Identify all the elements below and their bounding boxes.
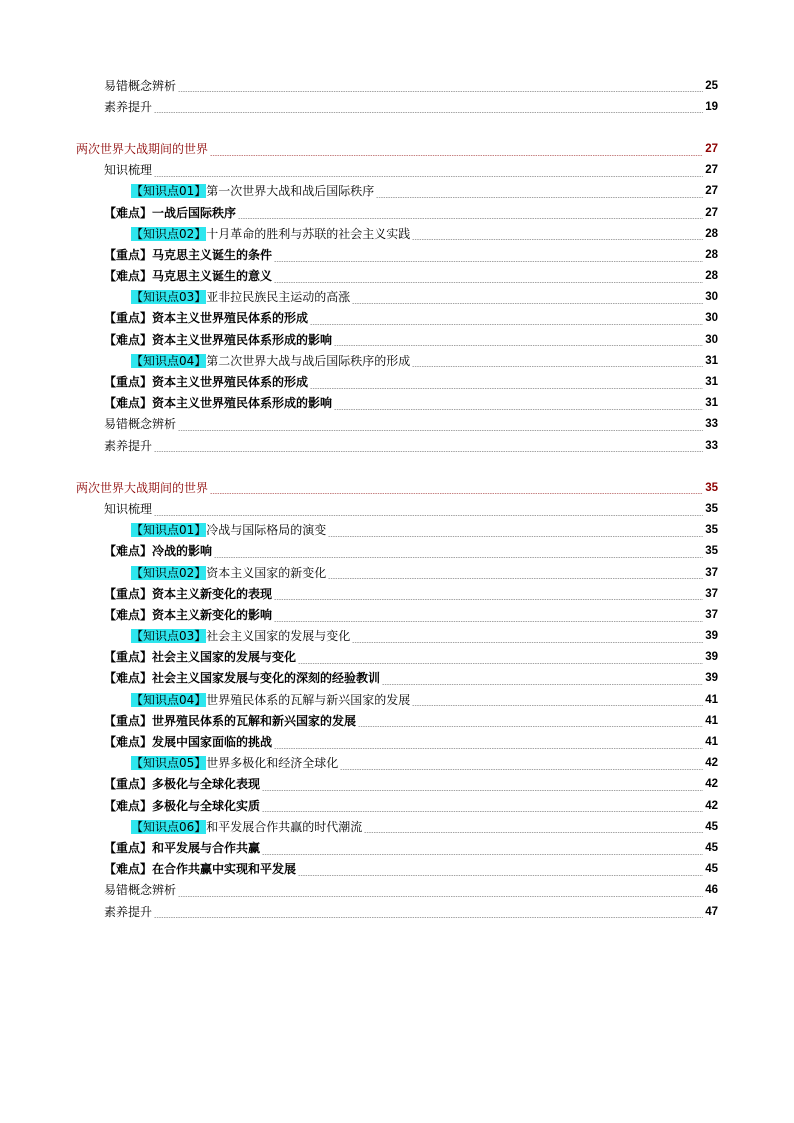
toc-entry-text: 世界多极化和经济全球化 bbox=[206, 756, 339, 771]
toc-page-number: 41 bbox=[705, 736, 718, 749]
toc-page-number: 27 bbox=[705, 206, 718, 219]
toc-entry-text: 素养提升 bbox=[104, 99, 153, 114]
toc-entry-text: 【难点】在合作共赢中实现和平发展 bbox=[104, 862, 297, 877]
toc-entry-text: 知识梳理 bbox=[104, 501, 153, 516]
toc-entry-label bbox=[131, 566, 326, 580]
toc-entry[interactable] bbox=[0, 520, 794, 541]
toc-entry-label bbox=[104, 608, 272, 622]
dot-leader bbox=[328, 536, 703, 537]
toc-entry-text: 【难点】社会主义国家发展与变化的深刻的经验教训 bbox=[104, 671, 381, 686]
toc-entry[interactable] bbox=[0, 329, 794, 350]
toc-entry[interactable] bbox=[0, 435, 794, 456]
knowledge-point-tag: 【知识点01】 bbox=[131, 184, 207, 199]
toc-page-number: 39 bbox=[705, 672, 718, 685]
knowledge-point-tag: 【知识点03】 bbox=[131, 290, 207, 305]
knowledge-point-tag: 【知识点01】 bbox=[131, 523, 207, 538]
dot-leader bbox=[310, 324, 703, 325]
toc-entry[interactable] bbox=[0, 562, 794, 583]
toc-page-number: 27 bbox=[705, 185, 718, 198]
toc-entry-text: 【难点】一战后国际秩序 bbox=[104, 205, 237, 220]
toc-entry-text: 易错概念辨析 bbox=[104, 78, 177, 93]
dot-leader bbox=[238, 218, 703, 219]
toc-entry-label bbox=[104, 502, 152, 516]
toc-entry-text: 社会主义国家的发展与变化 bbox=[206, 629, 351, 644]
toc-page-number: 41 bbox=[705, 693, 718, 706]
toc-entry-label bbox=[104, 587, 272, 601]
toc-page-number: 35 bbox=[705, 481, 718, 494]
dot-leader bbox=[310, 388, 703, 389]
toc-entry-text: 和平发展合作共赢的时代潮流 bbox=[206, 819, 363, 834]
toc-page-number: 31 bbox=[705, 397, 718, 410]
toc-entry-label bbox=[104, 862, 296, 876]
dot-leader bbox=[154, 515, 703, 516]
toc-entry-label bbox=[104, 799, 260, 813]
toc-entry[interactable] bbox=[0, 774, 794, 795]
toc-entry-text: 资本主义国家的新变化 bbox=[206, 565, 327, 580]
toc-entry-label bbox=[104, 100, 152, 114]
toc-entry[interactable] bbox=[0, 308, 794, 329]
toc-entry-text: 第二次世界大战与战后国际秩序的形成 bbox=[206, 353, 411, 368]
toc-entry[interactable] bbox=[0, 731, 794, 752]
dot-leader bbox=[274, 282, 703, 283]
toc-page-number: 35 bbox=[705, 545, 718, 558]
toc-entry-text: 素养提升 bbox=[104, 904, 153, 919]
toc-page-number: 33 bbox=[705, 418, 718, 431]
toc-entry[interactable] bbox=[0, 816, 794, 837]
knowledge-point-tag: 【知识点04】 bbox=[131, 353, 207, 368]
toc-entry-text: 冷战与国际格局的演变 bbox=[206, 523, 327, 538]
toc-entry[interactable] bbox=[0, 181, 794, 202]
toc-page-number: 30 bbox=[705, 312, 718, 325]
toc-page-number: 46 bbox=[705, 884, 718, 897]
dot-leader bbox=[262, 790, 703, 791]
toc-entry-label bbox=[104, 841, 260, 855]
toc-entry-label bbox=[104, 248, 272, 262]
toc-entry[interactable] bbox=[0, 244, 794, 265]
toc-entry-text: 【难点】资本主义世界殖民体系形成的影响 bbox=[104, 396, 333, 411]
toc-entry[interactable] bbox=[0, 753, 794, 774]
toc-entry-label bbox=[104, 206, 236, 220]
toc-page-number: 28 bbox=[705, 227, 718, 240]
toc-page-number: 19 bbox=[705, 100, 718, 113]
toc-entry[interactable] bbox=[0, 393, 794, 414]
toc-entry-text: 【难点】资本主义新变化的影响 bbox=[104, 607, 273, 622]
toc-entry-label bbox=[76, 142, 208, 156]
dot-leader bbox=[154, 176, 703, 177]
toc-entry-label bbox=[131, 756, 338, 770]
knowledge-point-tag: 【知识点02】 bbox=[131, 565, 207, 580]
dot-leader bbox=[274, 599, 703, 600]
toc-entry-label bbox=[104, 650, 296, 664]
toc-entry[interactable] bbox=[0, 647, 794, 668]
dot-leader bbox=[154, 112, 703, 113]
dot-leader bbox=[298, 663, 703, 664]
toc-entry-label bbox=[104, 396, 332, 410]
toc-entry-text: 亚非拉民族民主运动的高涨 bbox=[206, 290, 351, 305]
toc-page-number: 28 bbox=[705, 270, 718, 283]
toc-entry[interactable] bbox=[0, 160, 794, 181]
toc-page-number: 37 bbox=[705, 608, 718, 621]
toc-page-number: 45 bbox=[705, 820, 718, 833]
toc-entry-label bbox=[104, 777, 260, 791]
toc-entry-text: 【难点】发展中国家面临的挑战 bbox=[104, 735, 273, 750]
toc-entry-label bbox=[104, 333, 332, 347]
toc-page-number: 45 bbox=[705, 841, 718, 854]
dot-leader bbox=[262, 854, 703, 855]
toc-entry-label bbox=[131, 227, 410, 241]
toc-entry[interactable] bbox=[0, 498, 794, 519]
toc-entry-label bbox=[104, 439, 152, 453]
toc-entry-label bbox=[131, 290, 350, 304]
toc-entry-label bbox=[104, 544, 212, 558]
toc-page-number: 35 bbox=[705, 502, 718, 515]
toc-entry[interactable] bbox=[0, 223, 794, 244]
toc-entry-text: 世界殖民体系的瓦解与新兴国家的发展 bbox=[206, 692, 411, 707]
toc-entry-text: 【难点】马克思主义诞生的意义 bbox=[104, 269, 273, 284]
toc-entry-label bbox=[131, 693, 410, 707]
dot-leader bbox=[334, 409, 703, 410]
toc-entry-text: 易错概念辨析 bbox=[104, 883, 177, 898]
toc-entry[interactable] bbox=[0, 414, 794, 435]
toc-page-number: 42 bbox=[705, 757, 718, 770]
toc-entry-text: 知识梳理 bbox=[104, 163, 153, 178]
table-of-contents bbox=[0, 75, 794, 922]
toc-entry-text: 【重点】多极化与全球化表现 bbox=[104, 777, 261, 792]
toc-entry-label bbox=[131, 629, 350, 643]
toc-entry-text: 第一次世界大战和战后国际秩序 bbox=[206, 184, 375, 199]
toc-entry-label bbox=[131, 354, 410, 368]
toc-page-number: 39 bbox=[705, 651, 718, 664]
toc-page-number: 45 bbox=[705, 863, 718, 876]
dot-leader bbox=[210, 493, 703, 494]
toc-entry-label bbox=[131, 184, 374, 198]
toc-entry[interactable] bbox=[0, 266, 794, 287]
toc-page-number: 42 bbox=[705, 799, 718, 812]
toc-entry-label bbox=[131, 523, 326, 537]
toc-entry[interactable] bbox=[0, 604, 794, 625]
toc-page-number: 37 bbox=[705, 566, 718, 579]
toc-page-number: 35 bbox=[705, 524, 718, 537]
knowledge-point-tag: 【知识点06】 bbox=[131, 819, 207, 834]
toc-entry[interactable] bbox=[0, 541, 794, 562]
toc-entry[interactable] bbox=[0, 859, 794, 880]
toc-entry-text: 两次世界大战期间的世界 bbox=[76, 141, 209, 156]
dot-leader bbox=[214, 557, 703, 558]
toc-entry[interactable] bbox=[0, 350, 794, 371]
toc-entry[interactable] bbox=[0, 202, 794, 223]
dot-leader bbox=[358, 726, 703, 727]
toc-entry-text: 【重点】资本主义世界殖民体系的形成 bbox=[104, 311, 309, 326]
dot-leader bbox=[376, 197, 703, 198]
toc-entry-text: 【难点】冷战的影响 bbox=[104, 544, 213, 559]
toc-page-number: 39 bbox=[705, 630, 718, 643]
toc-entry-label bbox=[104, 883, 176, 897]
toc-entry[interactable] bbox=[0, 837, 794, 858]
toc-page-number: 31 bbox=[705, 354, 718, 367]
toc-entry-label bbox=[104, 79, 176, 93]
toc-entry-label bbox=[76, 481, 208, 495]
toc-entry-label bbox=[104, 735, 272, 749]
knowledge-point-tag: 【知识点03】 bbox=[131, 629, 207, 644]
toc-page-number: 41 bbox=[705, 714, 718, 727]
knowledge-point-tag: 【知识点05】 bbox=[131, 756, 207, 771]
toc-page-number: 30 bbox=[705, 291, 718, 304]
toc-entry[interactable] bbox=[0, 96, 794, 117]
toc-entry-label bbox=[104, 269, 272, 283]
toc-page-number: 47 bbox=[705, 905, 718, 918]
dot-leader bbox=[340, 769, 703, 770]
toc-entry[interactable] bbox=[0, 75, 794, 96]
toc-entry-text: 【难点】资本主义世界殖民体系形成的影响 bbox=[104, 332, 333, 347]
toc-entry-text: 【重点】资本主义世界殖民体系的形成 bbox=[104, 375, 309, 390]
toc-entry-label bbox=[104, 163, 152, 177]
dot-leader bbox=[274, 748, 703, 749]
toc-entry-text: 素养提升 bbox=[104, 438, 153, 453]
toc-entry[interactable] bbox=[0, 287, 794, 308]
dot-leader bbox=[364, 832, 703, 833]
toc-page-number: 33 bbox=[705, 439, 718, 452]
toc-entry[interactable] bbox=[0, 668, 794, 689]
toc-page-number: 31 bbox=[705, 376, 718, 389]
toc-entry[interactable] bbox=[0, 880, 794, 901]
toc-entry-label bbox=[131, 820, 362, 834]
toc-entry-label bbox=[104, 311, 308, 325]
toc-page-number: 28 bbox=[705, 248, 718, 261]
toc-entry[interactable] bbox=[0, 583, 794, 604]
dot-leader bbox=[274, 621, 703, 622]
dot-leader bbox=[210, 155, 703, 156]
knowledge-point-tag: 【知识点02】 bbox=[131, 226, 207, 241]
dot-leader bbox=[262, 811, 703, 812]
toc-page-number: 27 bbox=[705, 142, 718, 155]
toc-entry[interactable] bbox=[0, 689, 794, 710]
toc-entry-text: 易错概念辨析 bbox=[104, 417, 177, 432]
toc-entry-label bbox=[104, 714, 356, 728]
dot-leader bbox=[412, 705, 703, 706]
toc-entry-label bbox=[104, 417, 176, 431]
dot-leader bbox=[352, 303, 703, 304]
toc-entry-label bbox=[104, 671, 380, 685]
toc-page-number: 27 bbox=[705, 164, 718, 177]
dot-leader bbox=[298, 875, 703, 876]
dot-leader bbox=[178, 896, 703, 897]
knowledge-point-tag: 【知识点04】 bbox=[131, 692, 207, 707]
dot-leader bbox=[178, 430, 703, 431]
dot-leader bbox=[412, 239, 703, 240]
toc-entry[interactable] bbox=[0, 795, 794, 816]
toc-entry-text: 两次世界大战期间的世界 bbox=[76, 480, 209, 495]
toc-entry[interactable] bbox=[0, 710, 794, 731]
toc-entry-label bbox=[104, 905, 152, 919]
dot-leader bbox=[352, 642, 703, 643]
dot-leader bbox=[154, 451, 703, 452]
dot-leader bbox=[382, 684, 703, 685]
dot-leader bbox=[334, 345, 703, 346]
toc-chapter-entry[interactable] bbox=[0, 477, 794, 498]
toc-entry-text: 【重点】社会主义国家的发展与变化 bbox=[104, 650, 297, 665]
toc-page-number: 42 bbox=[705, 778, 718, 791]
toc-chapter-entry[interactable] bbox=[0, 138, 794, 159]
toc-page-number: 30 bbox=[705, 333, 718, 346]
dot-leader bbox=[178, 91, 703, 92]
toc-page-number: 37 bbox=[705, 587, 718, 600]
toc-entry-text: 【重点】世界殖民体系的瓦解和新兴国家的发展 bbox=[104, 713, 357, 728]
toc-entry[interactable] bbox=[0, 901, 794, 922]
toc-entry-text: 【难点】多极化与全球化实质 bbox=[104, 798, 261, 813]
toc-entry[interactable] bbox=[0, 626, 794, 647]
toc-page-number: 25 bbox=[705, 79, 718, 92]
toc-entry-label bbox=[104, 375, 308, 389]
toc-entry[interactable] bbox=[0, 371, 794, 392]
dot-leader bbox=[154, 917, 703, 918]
dot-leader bbox=[328, 578, 703, 579]
toc-entry-text: 【重点】和平发展与合作共赢 bbox=[104, 840, 261, 855]
dot-leader bbox=[274, 261, 703, 262]
dot-leader bbox=[412, 366, 703, 367]
toc-entry-text: 十月革命的胜利与苏联的社会主义实践 bbox=[206, 226, 411, 241]
toc-entry-text: 【重点】马克思主义诞生的条件 bbox=[104, 247, 273, 262]
toc-entry-text: 【重点】资本主义新变化的表现 bbox=[104, 586, 273, 601]
